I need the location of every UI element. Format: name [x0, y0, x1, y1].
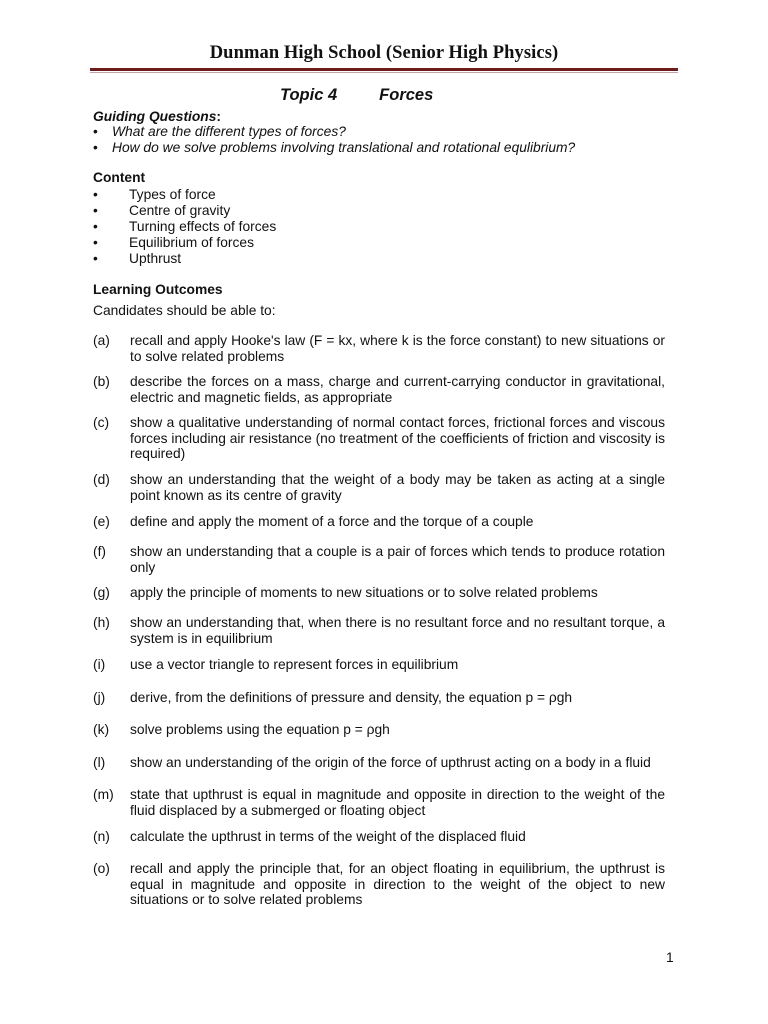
guiding-questions-heading: Guiding Questions:: [93, 109, 222, 124]
outcome-item: (h) show an understanding that, when there is no resultant force and no resultant torque, a system is in equilibrium: [93, 615, 665, 646]
page-number: 1: [666, 950, 674, 965]
outcome-item: (a) recall and apply Hooke's law (F = kx, where k is the force constant) to new situations or to solve related problems: [93, 333, 665, 364]
outcome-item: (b) describe the forces on a mass, charge and current-carrying conductor in gravitational, electric and magnetic fields, as appropriate: [93, 374, 665, 405]
outcome-item: (l) show an understanding of the origin of the force of upthrust acting on a body in a fluid: [93, 755, 651, 770]
outcome-item: (e) define and apply the moment of a force and the torque of a couple: [93, 514, 534, 529]
topic-title: [280, 86, 433, 105]
topic-name: Forces: [379, 86, 434, 104]
outcomes-intro: Candidates should be able to:: [93, 303, 276, 318]
outcome-item: (n) calculate the upthrust in terms of the weight of the displaced fluid: [93, 829, 526, 844]
outcome-item: (c) show a qualitative understanding of normal contact forces, frictional forces and viscous forces including air resistance (no treatment of the coefficients of friction and viscosity is required): [93, 415, 666, 462]
outcome-item: (i) use a vector triangle to represent forces in equilibrium: [93, 657, 459, 672]
outcome-item: (d) show an understanding that the weight of a body may be taken as acting at a single point known as its centre of gravity: [93, 472, 665, 503]
learning-outcomes-heading: Learning Outcomes: [93, 282, 223, 297]
header-rule: [90, 68, 678, 74]
outcome-item: (f) show an understanding that a couple is a pair of forces which tends to produce rotation only: [93, 544, 665, 575]
outcome-item: (g) apply the principle of moments to new situations or to solve related problems: [93, 585, 598, 600]
document-header: Dunman High School (Senior High Physics): [209, 43, 559, 63]
outcome-item: (m) state that upthrust is equal in magnitude and opposite in direction to the weight of the fluid displaced by a submerged or floating object: [93, 787, 665, 818]
outcome-item: (o) recall and apply the principle that, for an object floating in equilibrium, the upthrust is equal in magnitude and opposite in direction to the weight of the object to new situations or to solve related problems: [93, 861, 665, 908]
content-heading: Content: [93, 170, 146, 185]
outcome-item: (j) derive, from the definitions of pressure and density, the equation p = ρgh: [93, 690, 573, 705]
topic-number: Topic 4: [280, 86, 338, 104]
outcome-item: (k) solve problems using the equation p = ρgh: [93, 722, 390, 737]
